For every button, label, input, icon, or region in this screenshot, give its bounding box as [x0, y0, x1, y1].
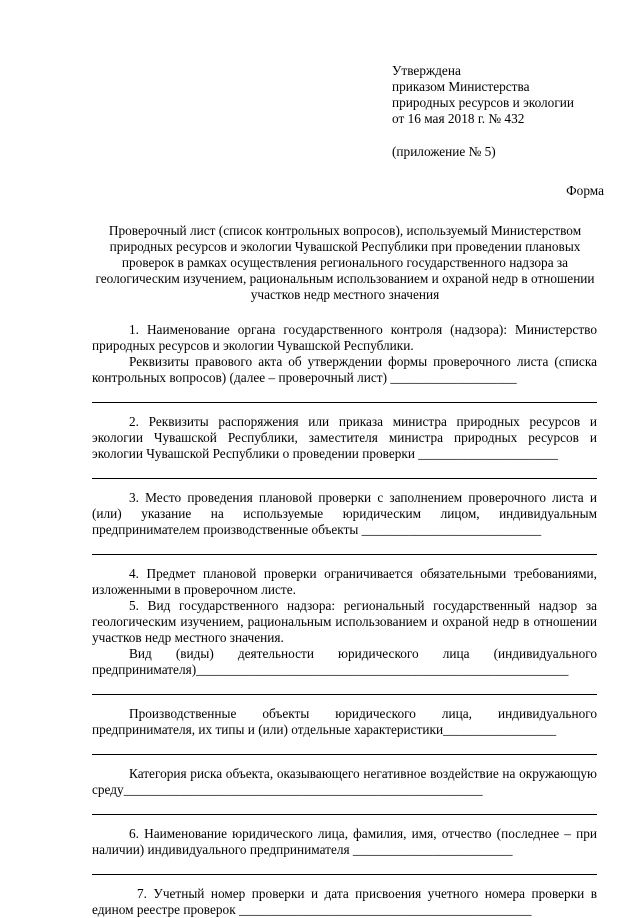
fill-line: [92, 462, 597, 479]
form-label: Форма: [566, 183, 604, 198]
approval-line-1: Утверждена: [392, 63, 461, 78]
document-body: [92, 322, 597, 918]
appendix-label: (приложение № 5): [392, 144, 496, 159]
fill-line: [92, 386, 597, 403]
item-1-requisites: Реквизиты правового акта об утверждении формы проверочного листа (списка контрольных вопросов) (далее – проверочный лист) ___________________: [92, 354, 597, 385]
item-6: 6. Наименование юридического лица, фамилия, имя, отчество (последнее – при наличии) индивидуального предпринимателя ________________________: [92, 826, 597, 857]
item-5-objects: Производственные объекты юридического лица, индивидуального предпринимателя, их типы и (или) отдельные характеристики_________________: [92, 706, 597, 737]
item-7: 7. Учетный номер проверки и дата присвоения учетного номера проверки в едином реестре проверок ____________________________________________: [92, 886, 597, 917]
item-2: 2. Реквизиты распоряжения или приказа министра природных ресурсов и экологии Чувашской Республики, заместителя министра природных ресурсов и экологии Чувашской Республики о проведении проверки _____________________: [92, 414, 597, 461]
item-5-risk: Категория риска объекта, оказывающего негативное воздействие на окружающую среду______________________________________________________: [92, 766, 597, 797]
approval-line-2: приказом Министерства: [392, 79, 530, 94]
item-3: 3. Место проведения плановой проверки с заполнением проверочного листа и (или) указание на используемые юридическим лицом, индивидуальным предпринимателем производственные объекты ___________________________: [92, 490, 597, 537]
fill-line: [92, 538, 597, 555]
item-5: 5. Вид государственного надзора: региональный государственный надзор за геологическим изучением, рациональным использованием и охраной недр в отношении участков недр местного значения.: [92, 598, 597, 645]
approval-line-3: природных ресурсов и экологии: [392, 95, 575, 110]
fill-line: [92, 798, 597, 815]
item-4: 4. Предмет плановой проверки ограничивается обязательными требованиями, изложенными в проверочном листе.: [92, 566, 597, 597]
fill-line: [92, 858, 597, 875]
approval-line-4: от 16 мая 2018 г. № 432: [392, 111, 525, 126]
document-title: Проверочный лист (список контрольных вопросов), используемый Министерством природных ресурсов и экологии Чувашской Республики при проведении плановых проверок в рамках осуществления регионального государственного надзора за геологическим изучением, рациональным использованием и охраной недр в отношении участков недр местного значения: [95, 223, 595, 302]
approval-block: [392, 63, 622, 127]
fill-line: [92, 678, 597, 695]
fill-line: [92, 738, 597, 755]
item-1: 1. Наименование органа государственного контроля (надзора): Министерство природных ресурсов и экологии Чувашской Республики.: [92, 322, 597, 353]
item-5-activity: Вид (виды) деятельности юридического лица (индивидуального предпринимателя)________________________________________________________: [92, 646, 597, 677]
